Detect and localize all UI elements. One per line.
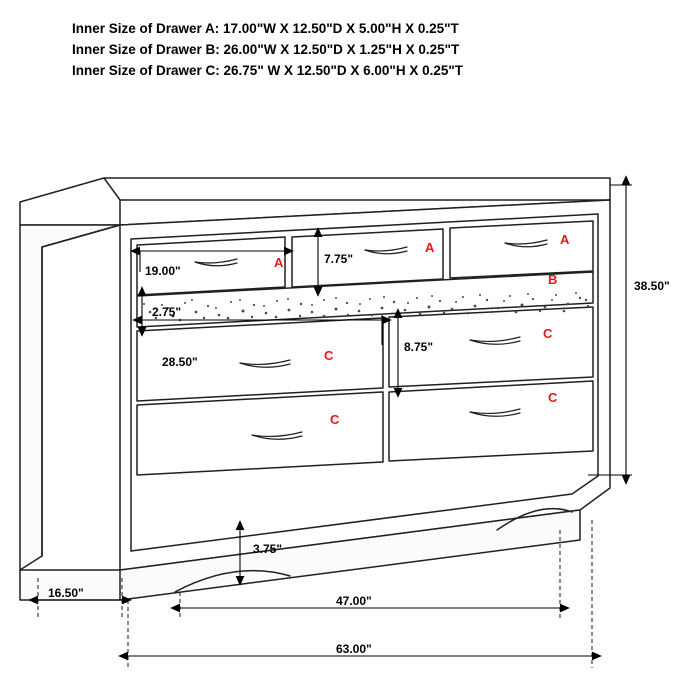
drawer-tag-a3: A [560,232,570,247]
dim-foot-clearance: 3.75" [253,542,283,556]
dim-inner-width: 47.00" [336,594,372,608]
dim-drawer-b-height: 2.75" [152,305,182,319]
dim-drawer-a-width: 19.00" [145,264,181,278]
drawer-tag-a2: A [425,240,435,255]
spec-line-a: Inner Size of Drawer A: 17.00"W X 12.50"D X 5.00"H X 0.25"T [72,21,459,36]
dim-drawer-a-height: 7.75" [324,252,354,266]
drawer-tag-c2: C [324,348,334,363]
dim-total-width: 63.00" [336,642,372,656]
dim-drawer-c-width: 28.50" [162,355,198,369]
spec-line-b: Inner Size of Drawer B: 26.00"W X 12.50"D X 1.25"H X 0.25"T [72,42,460,57]
dim-drawer-c-height: 8.75" [404,340,434,354]
dim-depth: 16.50" [48,586,84,600]
drawer-tag-c4: C [330,412,340,427]
dim-total-height: 38.50" [634,279,670,293]
drawer-tag-b: B [548,272,558,287]
drawer-tag-c1: C [543,326,553,341]
spec-line-c: Inner Size of Drawer C: 26.75" W X 12.50"D X 6.00"H X 0.25"T [72,63,464,78]
drawer-tag-a1: A [274,255,284,270]
drawer-tag-c3: C [548,390,558,405]
